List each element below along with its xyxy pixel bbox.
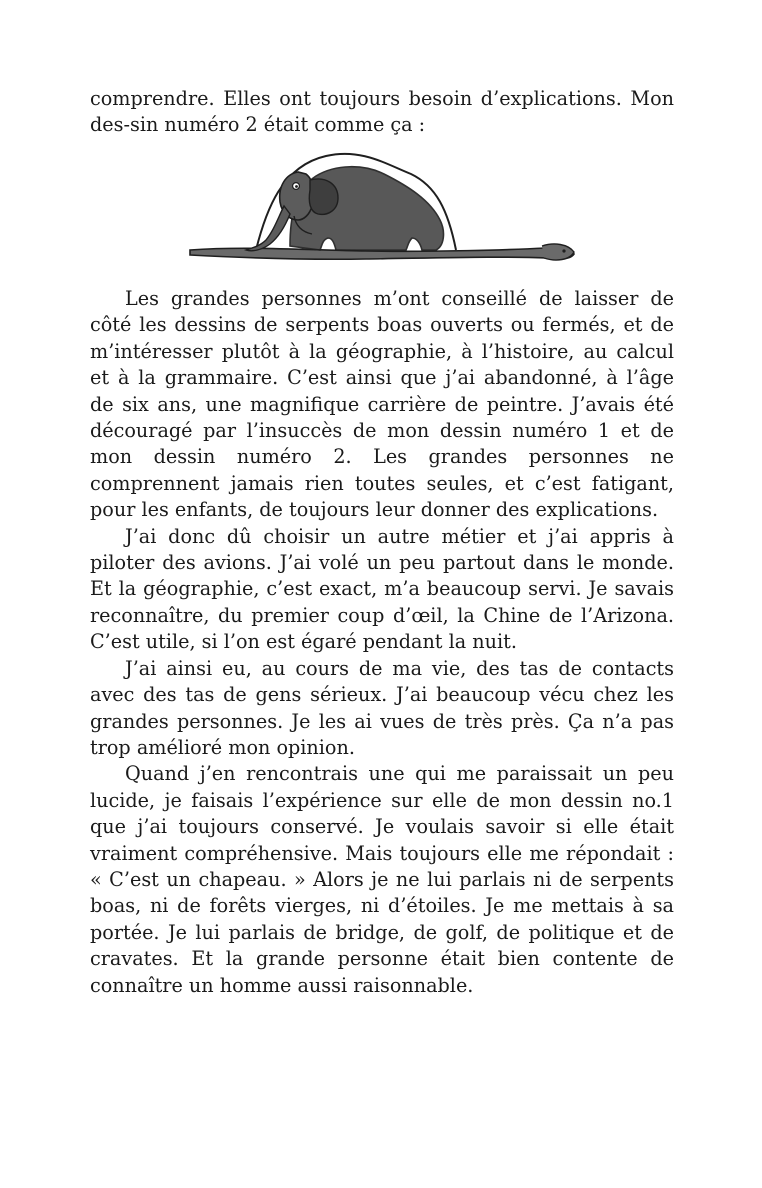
intro-paragraph: comprendre. Elles ont toujours besoin d’explications. Mon des-sin numéro 2 était comme ça : — [90, 87, 674, 137]
main-text-block — [90, 286, 674, 999]
paragraph-2: J’ai donc dû choisir un autre métier et j’ai appris à piloter des avions. J’ai volé un peu partout dans le monde. Et la géographie, c’est exact, m’a beaucoup servi. Je savais reconnaître, du premier coup d’œil, la Chine de l’Arizona. C’est utile, si l’on est égaré pendant la nuit. — [90, 524, 674, 654]
paragraph-1: Les grandes personnes m’ont conseillé de laisser de côté les dessins de serpents boas ouverts ou fermés, et de m’intéresser plutôt à la géographie, à l’histoire, au calcul et à la grammaire. C’est ainsi que j’ai abandonné, à l’âge de six ans, une magnifique carrière de peintre. J’avais été découragé par l’insuccès de mon dessin numéro 1 et de mon dessin numéro 2. Les grandes personnes ne comprennent jamais rien toutes seules, et c’est fatigant, pour les enfants, de toujours leur donner des explications. — [90, 287, 674, 522]
boa-elephant-drawing-icon — [186, 150, 578, 272]
paragraph-3: J’ai ainsi eu, au cours de ma vie, des tas de contacts avec des tas de gens sérieux. J’ai beaucoup vécu chez les grandes personnes. Je les ai vues de très près. Ça n’a pas trop amélioré mon opinion. — [90, 656, 674, 759]
paragraph-4: Quand j’en rencontrais une qui me paraissait un peu lucide, je faisais l’expérience sur elle de mon dessin no.1 que j’ai toujours conservé. Je voulais savoir si elle était vraiment compréhensive. Mais toujours elle me répondait : « C’est un chapeau. » Alors je ne lui parlais ni de serpents boas, ni de forêts vierges, ni d’étoiles. Je me mettais à sa portée. Je lui parlais de bridge, de golf, de politique et de cravates. Et la grande personne était bien contente de connaître un homme aussi raisonnable. — [90, 762, 674, 997]
intro-text-block — [90, 86, 674, 139]
